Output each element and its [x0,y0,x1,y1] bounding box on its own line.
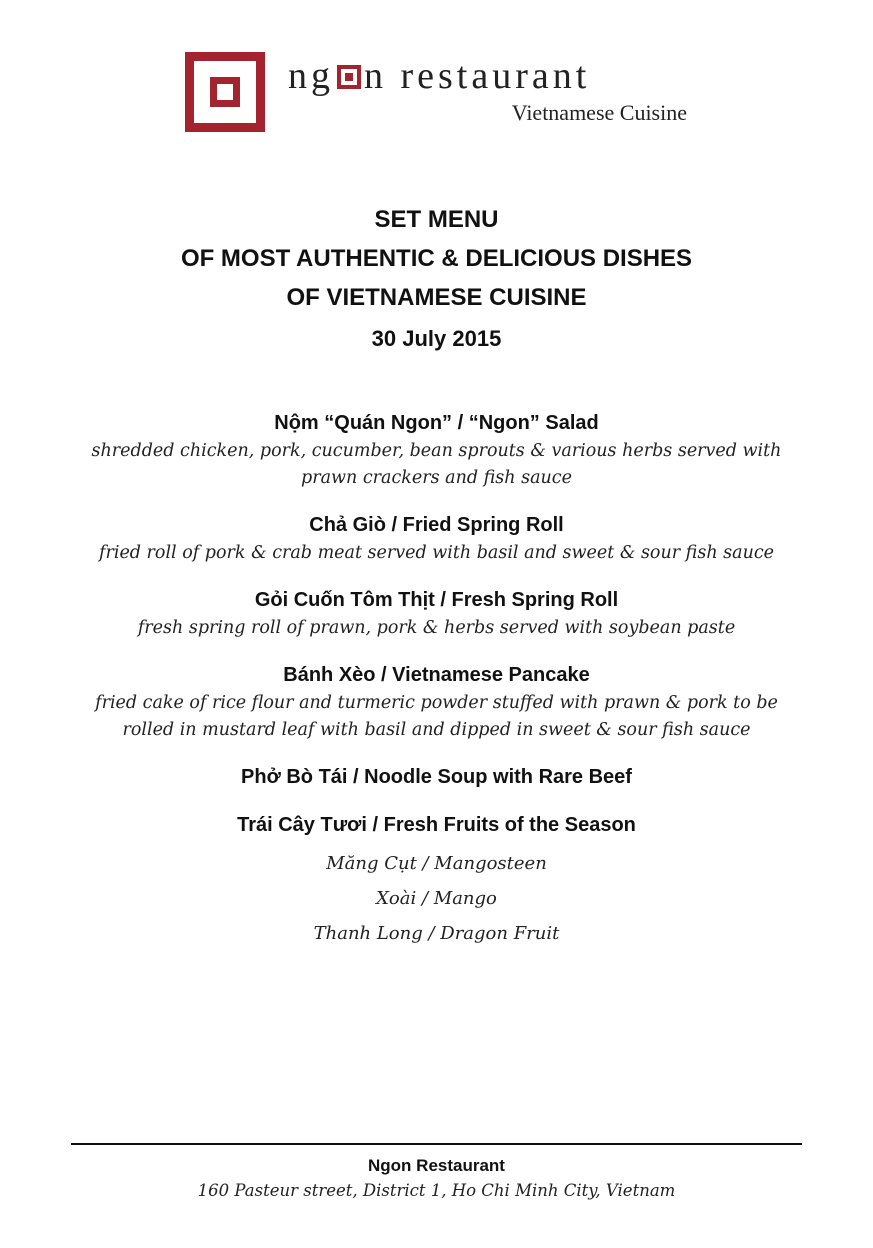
dish-description: fresh spring roll of prawn, pork & herbs served with soybean paste [137,618,736,638]
dish-name: Trái Cây Tươi / Fresh Fruits of the Season [237,814,636,836]
dish-name: Phở Bò Tái / Noodle Soup with Rare Beef [241,766,632,788]
dish-item [0,660,873,744]
footer-restaurant-name: Ngon Restaurant [368,1156,505,1175]
dish-description: fried roll of pork & crab meat served with basil and sweet & sour fish sauce [99,543,774,563]
dish-description: prawn crackers and fish sauce [301,468,572,488]
dish-item [0,585,873,642]
fruit-item: Măng Cụt / Mangosteen [326,853,547,874]
dish-name: Chả Giò / Fried Spring Roll [309,514,564,536]
dish-item [0,762,873,792]
dish-description: fried cake of rice flour and turmeric powder stuffed with prawn & pork to be [95,693,778,713]
brand-name-end: n restaurant [364,55,591,97]
dish-name: Bánh Xèo / Vietnamese Pancake [283,664,590,686]
restaurant-header [185,52,705,134]
menu-date: 30 July 2015 [371,326,502,351]
dish-description: shredded chicken, pork, cucumber, bean sprouts & various herbs served with [91,441,782,461]
dish-name: Nộm “Quán Ngon” / “Ngon” Salad [274,412,599,434]
dish-description: rolled in mustard leaf with basil and dipped in sweet & sour fish sauce [122,720,751,740]
footer-address: 160 Pasteur street, District 1, Ho Chi Minh City, Vietnam [197,1181,676,1200]
menu-title-block [0,200,873,353]
title-line-1: SET MENU [374,206,499,233]
title-line-3: OF VIETNAMESE CUISINE [286,284,587,311]
dish-item [0,810,873,951]
brand-o-square-icon [337,65,361,89]
dish-item [0,510,873,567]
fruit-item: Thanh Long / Dragon Fruit [313,923,560,944]
footer [0,1154,873,1204]
footer-divider [71,1143,802,1145]
dish-item [0,408,873,492]
dish-name: Gỏi Cuốn Tôm Thịt / Fresh Spring Roll [254,589,619,611]
title-line-2: OF MOST AUTHENTIC & DELICIOUS DISHES [180,245,693,272]
brand-name-start: ng [288,55,334,97]
fruit-item: Xoài / Mango [376,888,497,909]
dish-list [0,408,873,969]
logo-square-icon [185,52,265,132]
fruit-list [0,846,873,951]
logo-inner-square [210,77,240,107]
brand-tagline: Vietnamese Cuisine [511,100,687,125]
brand-name [288,52,590,100]
